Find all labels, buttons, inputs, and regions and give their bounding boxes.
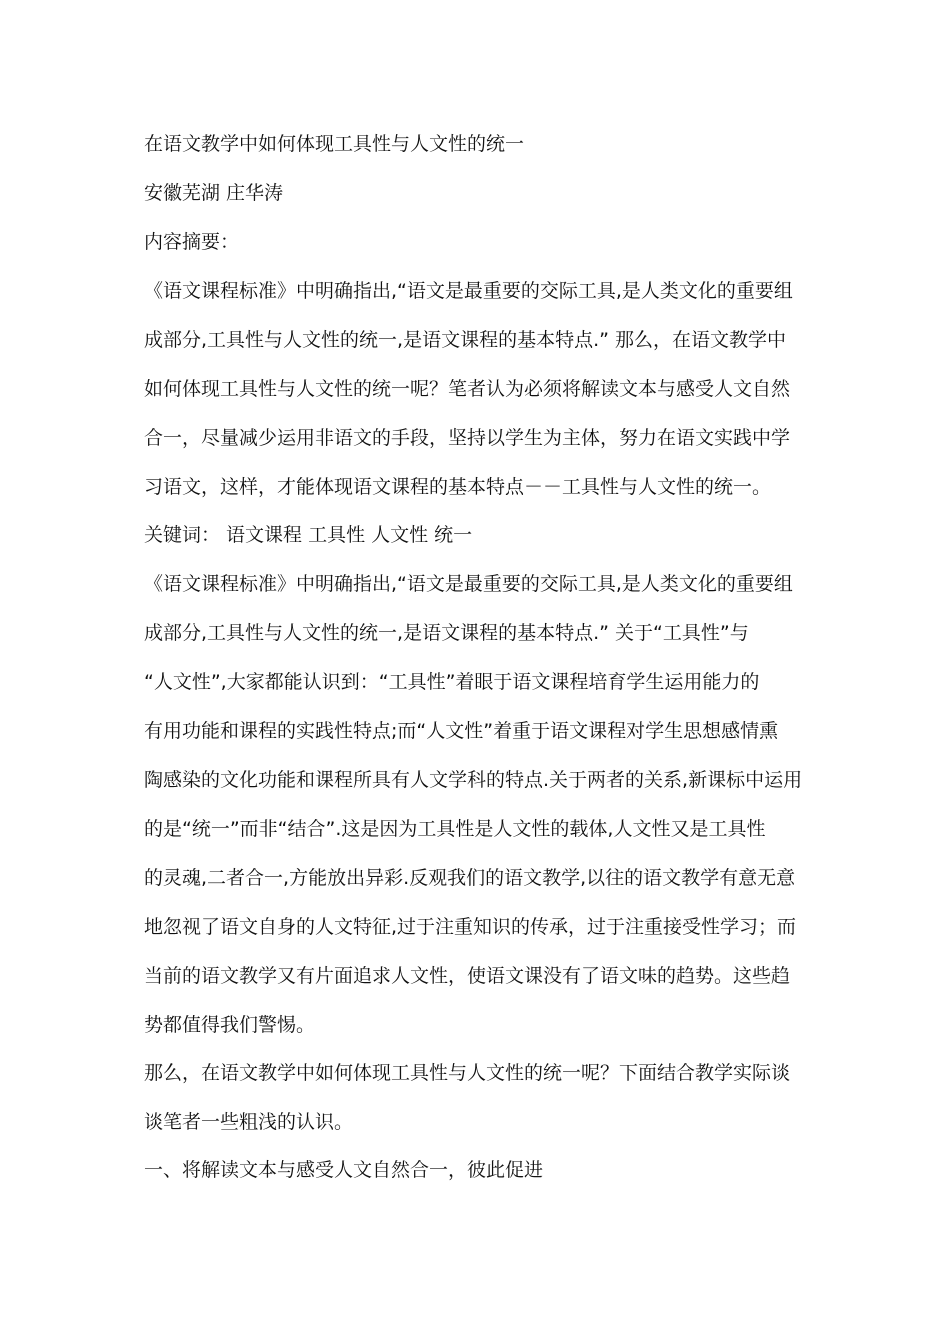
body-line: 成部分,工具性与人文性的统一,是语文课程的基本特点.” 关于“工具性”与 bbox=[144, 622, 749, 644]
body-line: “人文性”,大家都能认识到：“工具性”着眼于语文课程培育学生运用能力的 bbox=[144, 671, 760, 693]
body-paragraph bbox=[144, 572, 808, 1037]
abstract-line: 《语文课程标准》中明确指出,“语文是最重要的交际工具,是人类文化的重要组 bbox=[144, 280, 793, 302]
document-content bbox=[144, 132, 808, 1182]
body-line: 的是“统一”而非“结合”.这是因为工具性是人文性的载体,人文性又是工具性 bbox=[144, 818, 766, 840]
section-heading: 一、将解读文本与感受人文自然合一，彼此促进 bbox=[144, 1159, 544, 1181]
abstract-line: 习语文，这样，才能体现语文课程的基本特点－－工具性与人文性的统一。 bbox=[144, 476, 772, 498]
body-line: 《语文课程标准》中明确指出,“语文是最重要的交际工具,是人类文化的重要组 bbox=[144, 573, 793, 595]
transition-paragraph bbox=[144, 1061, 808, 1134]
transition-line: 谈笔者一些粗浅的认识。 bbox=[144, 1111, 354, 1133]
body-line: 的灵魂,二者合一,方能放出异彩.反观我们的语文教学,以往的语文教学有意无意 bbox=[144, 867, 796, 889]
abstract-paragraph bbox=[144, 279, 808, 499]
body-line: 当前的语文教学又有片面追求人文性，使语文课没有了语文味的趋势。这些趋 bbox=[144, 965, 791, 987]
abstract-line: 合一，尽量减少运用非语文的手段，坚持以学生为主体，努力在语文实践中学 bbox=[144, 427, 791, 449]
transition-line: 那么，在语文教学中如何体现工具性与人文性的统一呢？下面结合教学实际谈 bbox=[144, 1062, 791, 1084]
author-line: 安徽芜湖 庄华涛 bbox=[144, 182, 284, 204]
body-line: 势都值得我们警惕。 bbox=[144, 1014, 316, 1036]
abstract-label: 内容摘要： bbox=[144, 231, 240, 253]
body-line: 有用功能和课程的实践性特点;而“人文性”着重于语文课程对学生思想感情熏 bbox=[144, 720, 779, 742]
abstract-line: 如何体现工具性与人文性的统一呢？笔者认为必须将解读文本与感受人文自然 bbox=[144, 378, 791, 400]
document-title: 在语文教学中如何体现工具性与人文性的统一 bbox=[144, 133, 525, 155]
abstract-line: 成部分,工具性与人文性的统一,是语文课程的基本特点.” 那么，在语文教学中 bbox=[144, 329, 787, 351]
body-line: 陶感染的文化功能和课程所具有人文学科的特点.关于两者的关系,新课标中运用 bbox=[144, 769, 803, 791]
keywords-line: 关键词： 语文课程 工具性 人文性 统一 bbox=[144, 524, 473, 546]
body-line: 地忽视了语文自身的人文特征,过于注重知识的传承，过于注重接受性学习；而 bbox=[144, 916, 797, 938]
